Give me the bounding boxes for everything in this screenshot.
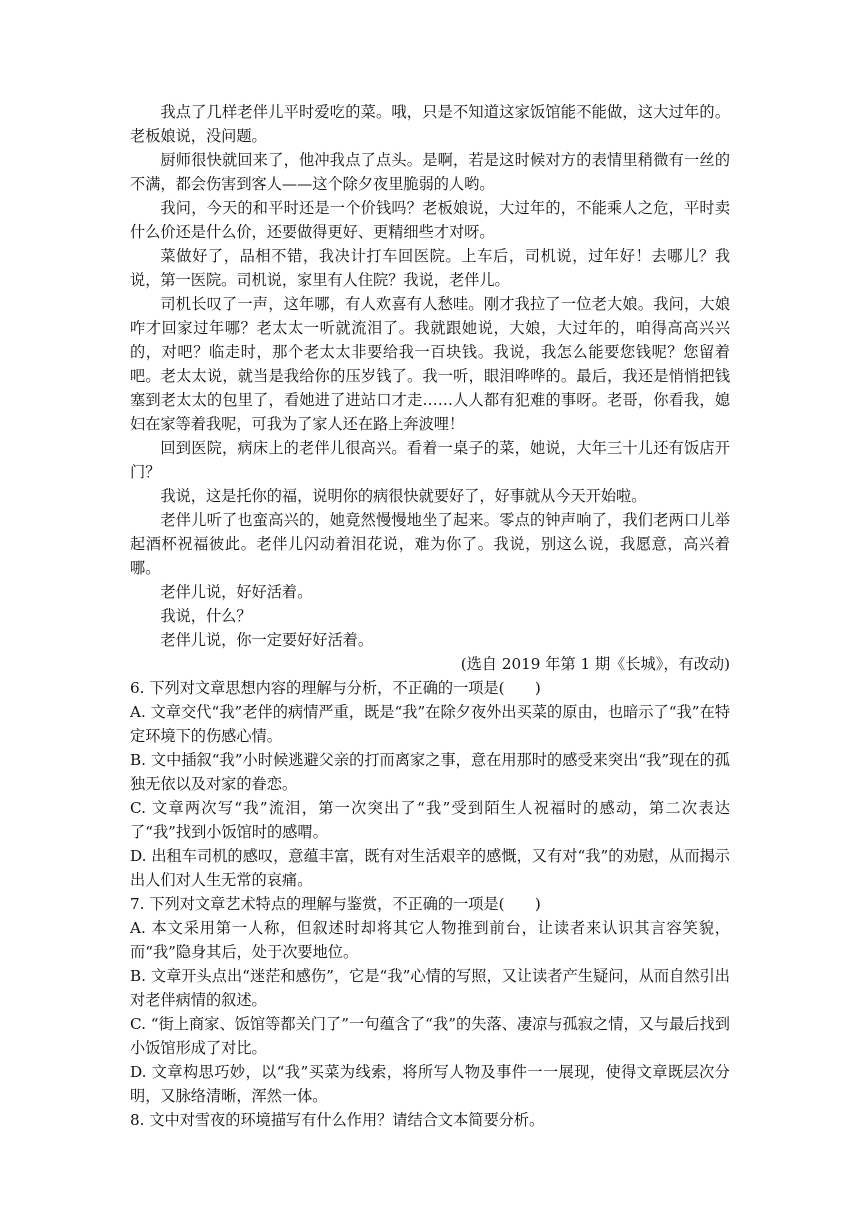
- option-c: C. 文章两次写“我”流泪，第一次突出了“我”受到陌生人祝福时的感动，第二次表达了“我”找到小饭馆时的感喟。: [130, 799, 730, 841]
- paragraph: 司机长叹了一声，这年哪，有人欢喜有人愁哇。刚才我拉了一位老大娘。我问，大娘咋才回家过年哪？老太太一听就流泪了。我就跟她说，大娘，大过年的，咱得高高兴兴的，对吧？临走时，那个老太太非要给我一百块钱。我说，我怎么能要您钱呢？您留着吧。老太太说，就当是我给你的压岁钱了。我一听，眼泪哗哗的。最后，我还是悄悄把钱塞到老太太的包里了，看她进了进站口才走……人人都有犯难的事呀。老哥，你看我，媳妇在家等着我呢，可我为了家人还在路上奔波哩！: [130, 295, 730, 433]
- paragraph: 菜做好了，品相不错，我决计打车回医院。上车后，司机说，过年好！去哪儿？我说，第一医院。司机说，家里有人住院？我说，老伴儿。: [130, 247, 730, 289]
- question-8: [130, 1108, 730, 1132]
- paragraph: 老伴儿听了也蛮高兴的，她竟然慢慢地坐了起来。零点的钟声响了，我们老两口儿举起酒杯祝福彼此。老伴儿闪动着泪花说，难为你了。我说，别这么说，我愿意，高兴着哪。: [130, 511, 730, 577]
- question-stem: 8. 文中对雪夜的环境描写有什么作用？请结合文本简要分析。: [130, 1111, 545, 1129]
- story-body: [130, 100, 730, 676]
- paragraph: 我说，什么？: [160, 607, 252, 625]
- document-page: [130, 100, 730, 1132]
- option-d: D. 文章构思巧妙，以“我”买菜为线索，将所写人物及事件一一展现，使得文章既层次分明，又脉络清晰，浑然一体。: [130, 1063, 730, 1105]
- paragraph: 老伴儿说，好好活着。: [160, 583, 313, 601]
- paragraph: 回到医院，病床上的老伴儿很高兴。看着一桌子的菜，她说，大年三十儿还有饭店开门？: [130, 439, 730, 481]
- source-citation: (选自 2019 年第 1 期《长城》，有改动): [460, 655, 730, 673]
- paragraph: 厨师很快就回来了，他冲我点了点头。是啊，若是这时候对方的表情里稍微有一丝的不满，都会伤害到客人——这个除夕夜里脆弱的人哟。: [130, 151, 730, 193]
- paragraph: 我说，这是托你的福，说明你的病很快就要好了，好事就从今天开始啦。: [160, 487, 647, 505]
- question-7: [130, 892, 730, 1108]
- paragraph: 我问，今天的和平时还是一个价钱吗？老板娘说，大过年的，不能乘人之危，平时卖什么价还是什么价，还要做得更好、更精细些才对呀。: [130, 199, 730, 241]
- option-a: A. 文章交代“我”老伴的病情严重，既是“我”在除夕夜外出买菜的原由，也暗示了“我”在特定环境下的伤感心情。: [130, 703, 730, 745]
- question-stem: 7. 下列对文章艺术特点的理解与鉴赏，不正确的一项是( ): [130, 895, 541, 913]
- option-a: A. 本文采用第一人称，但叙述时却将其它人物推到前台，让读者来认识其言容笑貌，而“我”隐身其后，处于次要地位。: [130, 919, 730, 961]
- paragraph: 老伴儿说，你一定要好好活着。: [160, 631, 374, 649]
- option-d: D. 出租车司机的感叹，意蕴丰富，既有对生活艰辛的感慨，又有对“我”的劝慰，从而揭示出人们对人生无常的哀痛。: [130, 847, 730, 889]
- paragraph: 我点了几样老伴儿平时爱吃的菜。哦，只是不知道这家饭馆能不能做，这大过年的。老板娘说，没问题。: [130, 103, 730, 145]
- option-b: B. 文章开头点出“迷茫和感伤”，它是“我”心情的写照，又让读者产生疑问，从而自然引出对老伴病情的叙述。: [130, 967, 730, 1009]
- question-stem: 6. 下列对文章思想内容的理解与分析，不正确的一项是( ): [130, 679, 541, 697]
- question-6: [130, 676, 730, 892]
- option-c: C. “街上商家、饭馆等都关门了”一句蕴含了“我”的失落、凄凉与孤寂之情，又与最后找到小饭馆形成了对比。: [130, 1015, 730, 1057]
- option-b: B. 文中插叙“我”小时候逃避父亲的打而离家之事，意在用那时的感受来突出“我”现在的孤独无依以及对家的眷恋。: [130, 751, 730, 793]
